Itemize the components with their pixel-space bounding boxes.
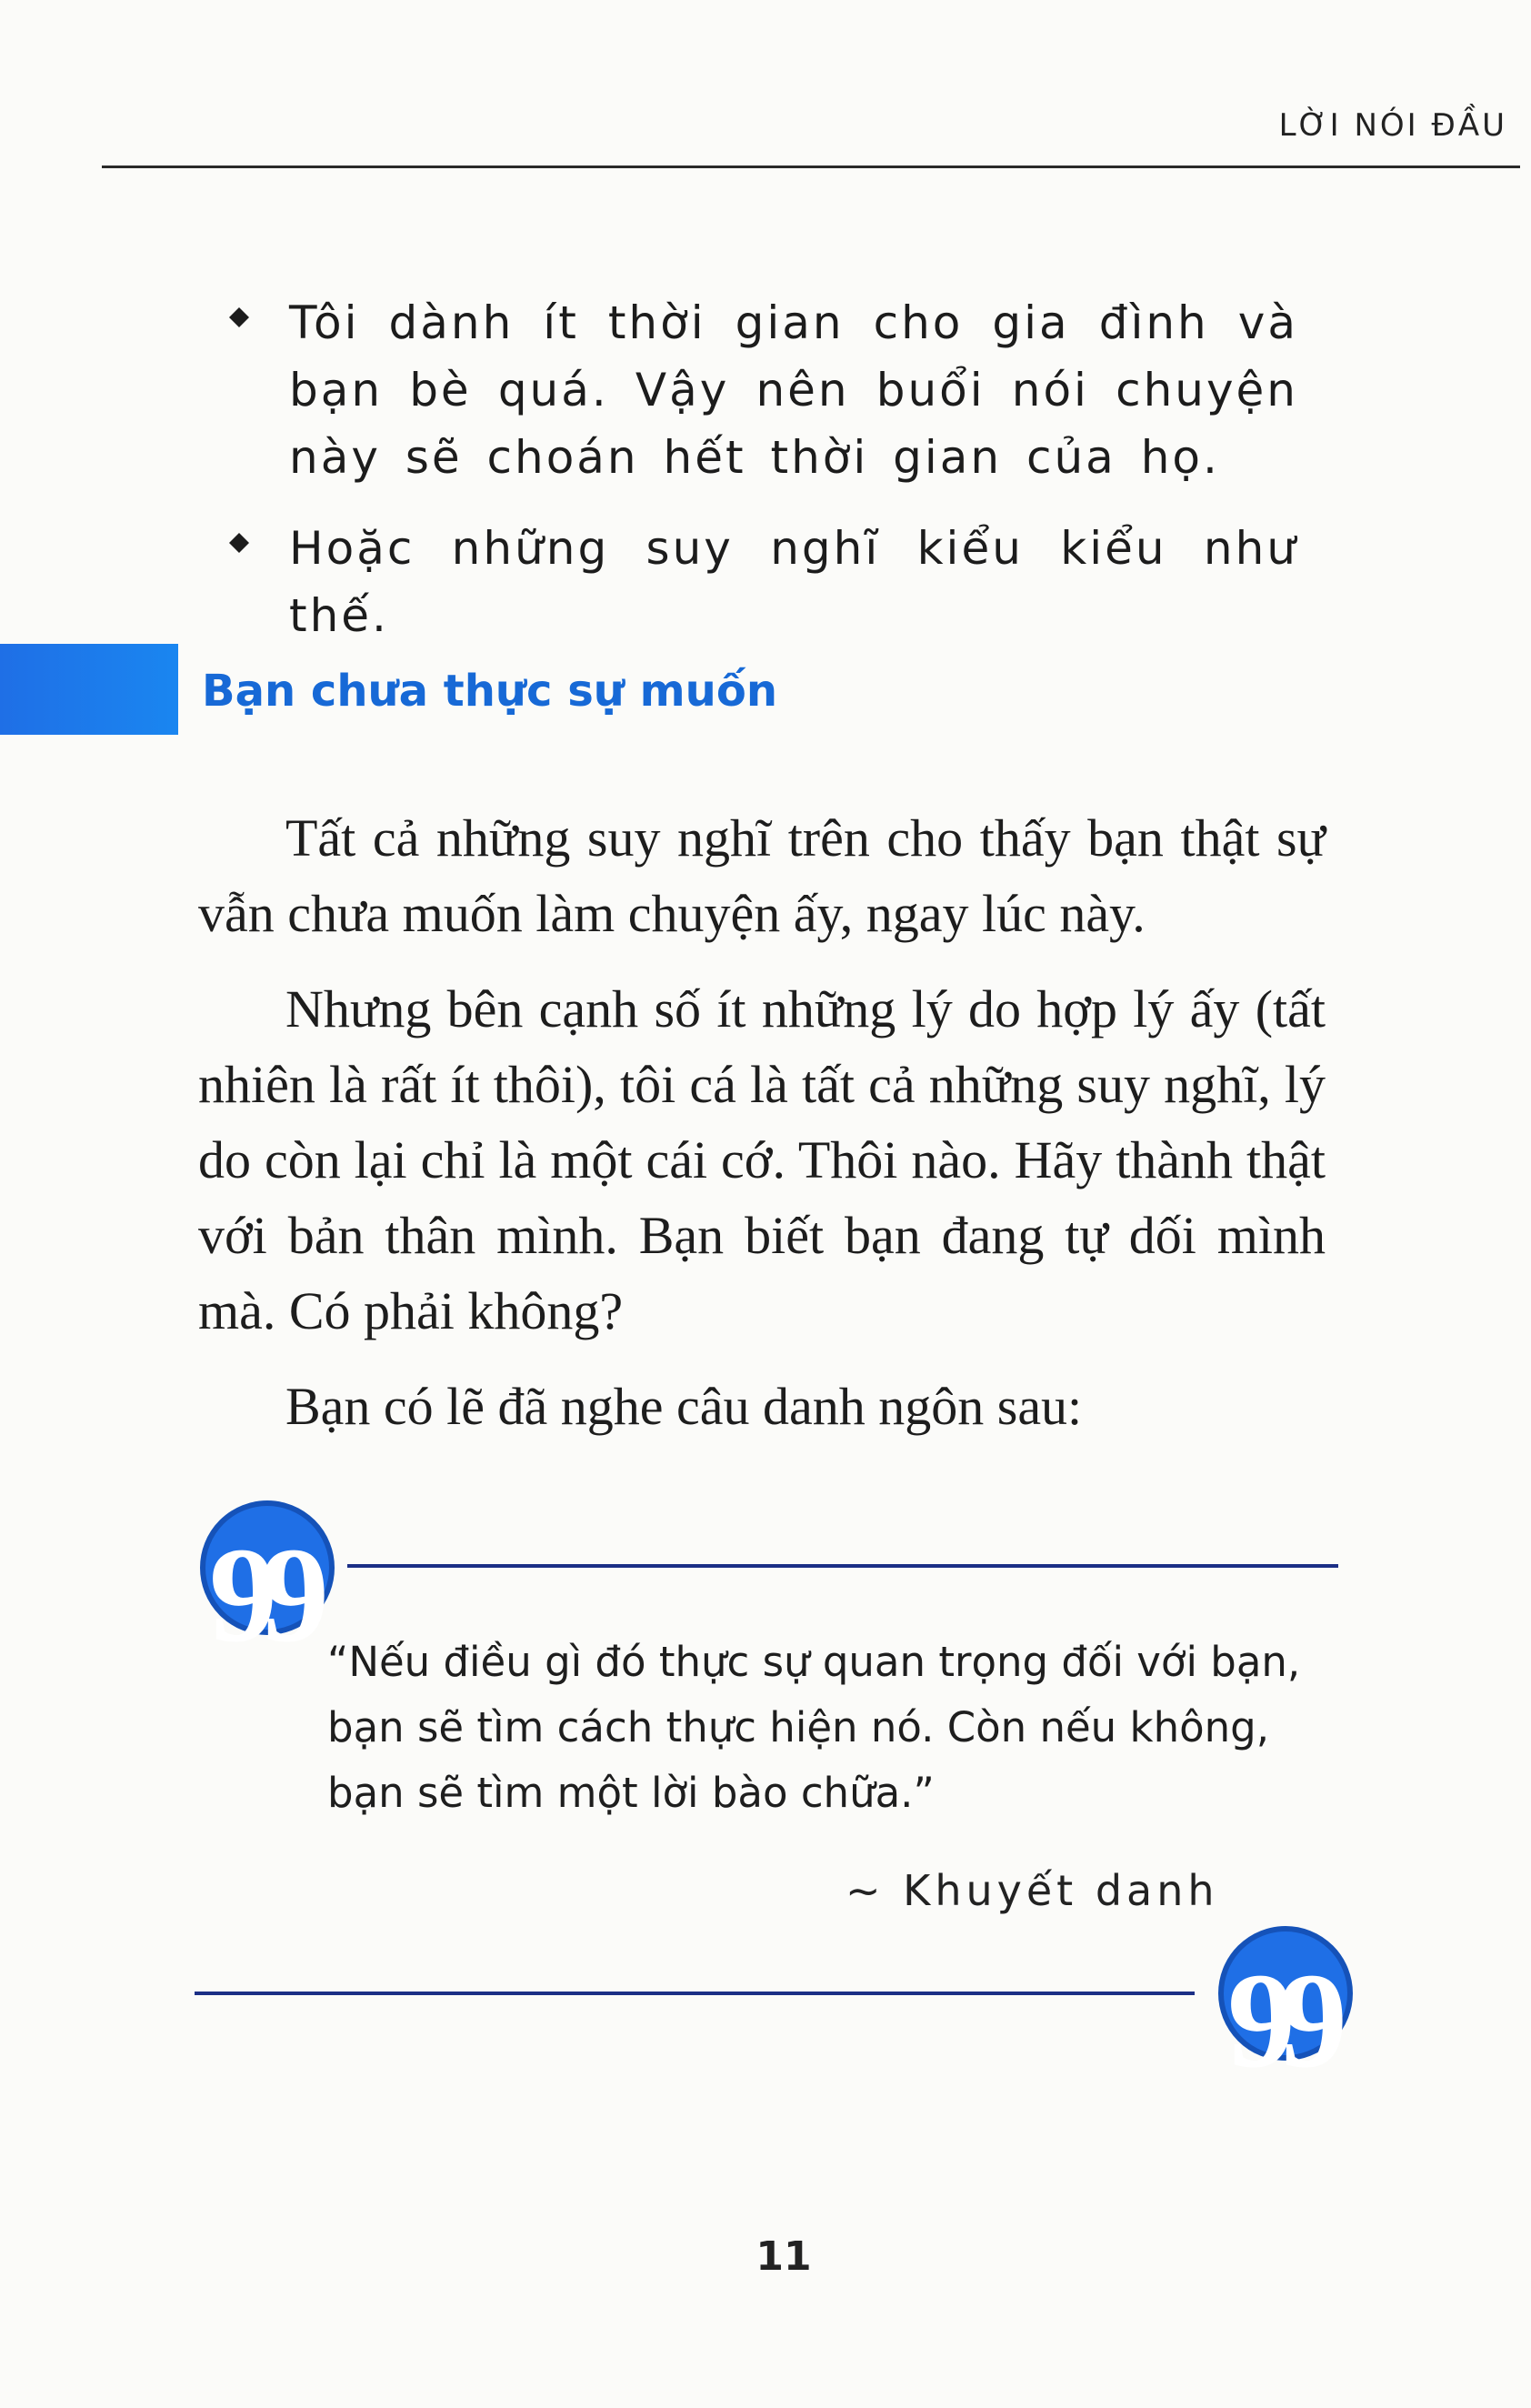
quote-text: “Nếu điều gì đó thực sự quan trọng đối với bạn, bạn sẽ tìm cách thực hiện nó. Còn nếu không, bạn sẽ tìm một lời bào chữa.” xyxy=(327,1638,1301,1817)
close-quote-icon: 99 xyxy=(1218,1926,1353,2061)
quote-box xyxy=(191,1491,1373,2096)
quote-bottom-rule xyxy=(195,1992,1195,1995)
list-item xyxy=(289,515,1298,649)
bullet-text: Hoặc những suy nghĩ kiểu kiểu như thế. xyxy=(289,522,1298,642)
open-quote-icon: 99 xyxy=(200,1500,335,1635)
diamond-bullet-icon xyxy=(229,307,249,327)
bullet-text: Tôi dành ít thời gian cho gia đình và bạn bè quá. Vậy nên buổi nói chuyện này sẽ choán hết thời gian của họ. xyxy=(289,296,1298,484)
paragraph: Tất cả những suy nghĩ trên cho thấy bạn thật sự vẫn chưa muốn làm chuyện ấy, ngay lúc này. xyxy=(198,808,1326,943)
quote-author: ~ Khuyết danh xyxy=(846,1866,1219,1915)
running-header: LỜI NÓI ĐẦU xyxy=(1278,107,1507,144)
paragraph: Nhưng bên cạnh số ít những lý do hợp lý ấy (tất nhiên là rất ít thôi), tôi cá là tất cả những suy nghĩ, lý do còn lại chỉ là một cái cớ. Thôi nào. Hãy thành thật với bản thân mình. Bạn biết bạn đang tự dối mình mà. Có phải không? xyxy=(198,979,1326,1340)
section-heading: Bạn chưa thực sự muốn xyxy=(202,666,777,717)
header-rule xyxy=(102,166,1520,168)
paragraph: Bạn có lẽ đã nghe câu danh ngôn sau: xyxy=(285,1377,1083,1436)
bullet-list xyxy=(289,289,1298,673)
list-item xyxy=(289,289,1298,491)
diamond-bullet-icon xyxy=(229,533,249,553)
quote-top-rule xyxy=(347,1564,1338,1568)
section-marker-bar xyxy=(0,644,178,735)
body-text xyxy=(198,800,1326,1464)
page-number: 11 xyxy=(755,2233,812,2280)
